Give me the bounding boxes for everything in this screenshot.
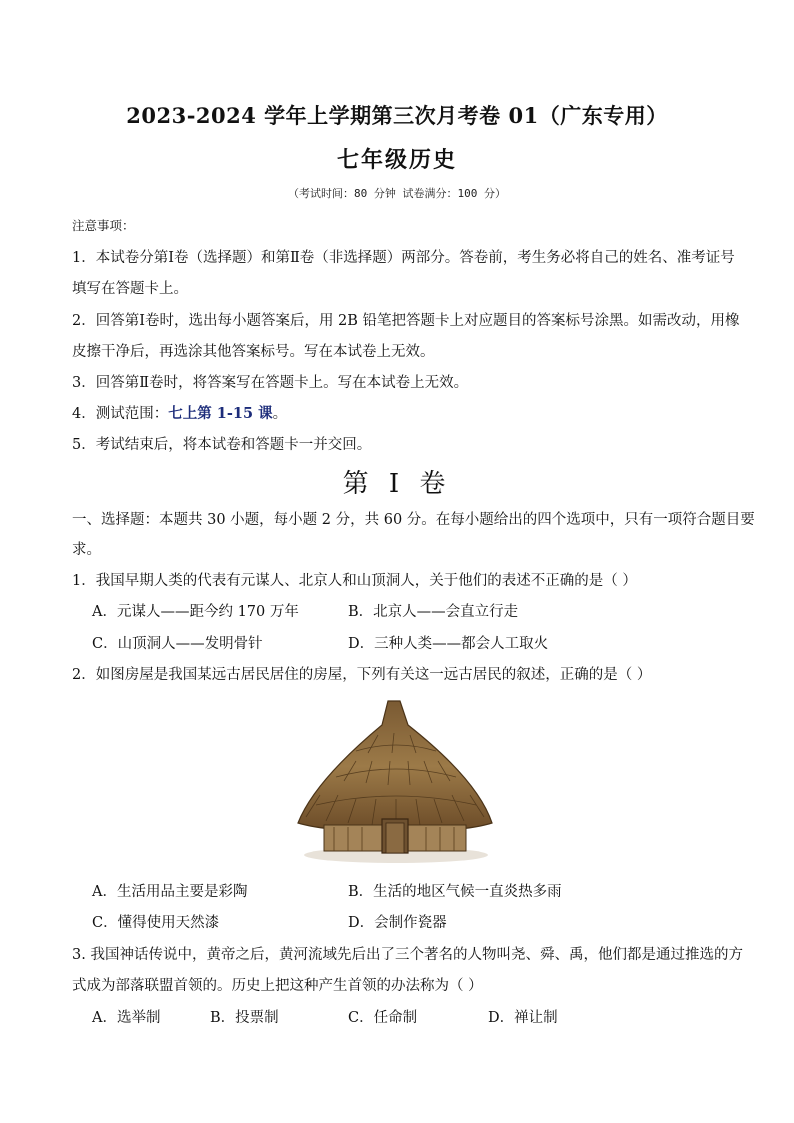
note-2-line-2: 皮擦干净后，再选涂其他答案标号。写在本试卷上无效。	[72, 344, 435, 360]
note-1-line-1: 1．本试卷分第Ⅰ卷（选择题）和第Ⅱ卷（非选择题）两部分。答卷前，考生务必将自己的姓名、准考证号	[72, 250, 735, 266]
notes-heading: 注意事项：	[72, 218, 135, 233]
q2-option-a: A．生活用品主要是彩陶	[92, 884, 248, 900]
exam-title: 2023-2024 学年上学期第三次月考卷 01（广东专用）	[126, 103, 668, 128]
section-intro-line-2: 求。	[72, 542, 101, 558]
test-range: 七上第 1-15 课	[168, 405, 273, 422]
note-1-line-2: 填写在答题卡上。	[72, 281, 188, 297]
question-2-stem: 2．如图房屋是我国某远古居民居住的房屋，下列有关这一远古居民的叙述，正确的是（ ）	[72, 667, 652, 683]
section-title: 第 I 卷	[342, 469, 452, 499]
note-4	[72, 402, 287, 423]
q2-option-d: D．会制作瓷器	[348, 915, 447, 931]
q2-option-b: B．生活的地区气候一直炎热多雨	[348, 884, 562, 900]
q1-option-a: A．元谋人——距今约 170 万年	[92, 604, 299, 620]
question-3-stem-line-2: 式成为部落联盟首领的。历史上把这种产生首领的办法称为（ ）	[72, 978, 483, 994]
exam-subtitle: 七年级历史	[336, 147, 457, 173]
section-intro-line-1: 一、选择题：本题共 30 小题，每小题 2 分，共 60 分。在每小题给出的四个选项中，只有一项符合题目要	[72, 512, 755, 528]
thatched-hut-image	[296, 695, 494, 867]
q3-option-a: A．选举制	[92, 1010, 161, 1026]
q1-option-d: D．三种人类——都会人工取火	[348, 636, 549, 652]
question-3-stem-line-1: 3. 我国神话传说中，黄帝之后，黄河流域先后出了三个著名的人物叫尧、舜、禹，他们都是通过推选的方	[72, 947, 743, 963]
question-1-stem: 1．我国早期人类的代表有元谋人、北京人和山顶洞人，关于他们的表述不正确的是（ ）	[72, 573, 637, 589]
note-4-prefix: 4．测试范围：	[72, 406, 169, 422]
note-5: 5．考试结束后，将本试卷和答题卡一并交回。	[72, 437, 372, 453]
note-4-suffix: 。	[272, 406, 288, 422]
q3-option-c: C．任命制	[348, 1010, 418, 1026]
q1-option-b: B．北京人——会直立行走	[348, 604, 519, 620]
q1-option-c: C．山顶洞人——发明骨针	[92, 636, 263, 652]
q3-option-d: D．禅让制	[488, 1010, 558, 1026]
note-2-line-1: 2．回答第Ⅰ卷时，选出每小题答案后，用 2B 铅笔把答题卡上对应题目的答案标号涂黑。如需改动，用橡	[72, 313, 740, 329]
exam-info: （考试时间：80 分钟 试卷满分：100 分）	[288, 187, 506, 200]
note-3: 3．回答第Ⅱ卷时，将答案写在答题卡上。写在本试卷上无效。	[72, 375, 469, 391]
q3-option-b: B．投票制	[210, 1010, 279, 1026]
q2-option-c: C．懂得使用天然漆	[92, 915, 220, 931]
